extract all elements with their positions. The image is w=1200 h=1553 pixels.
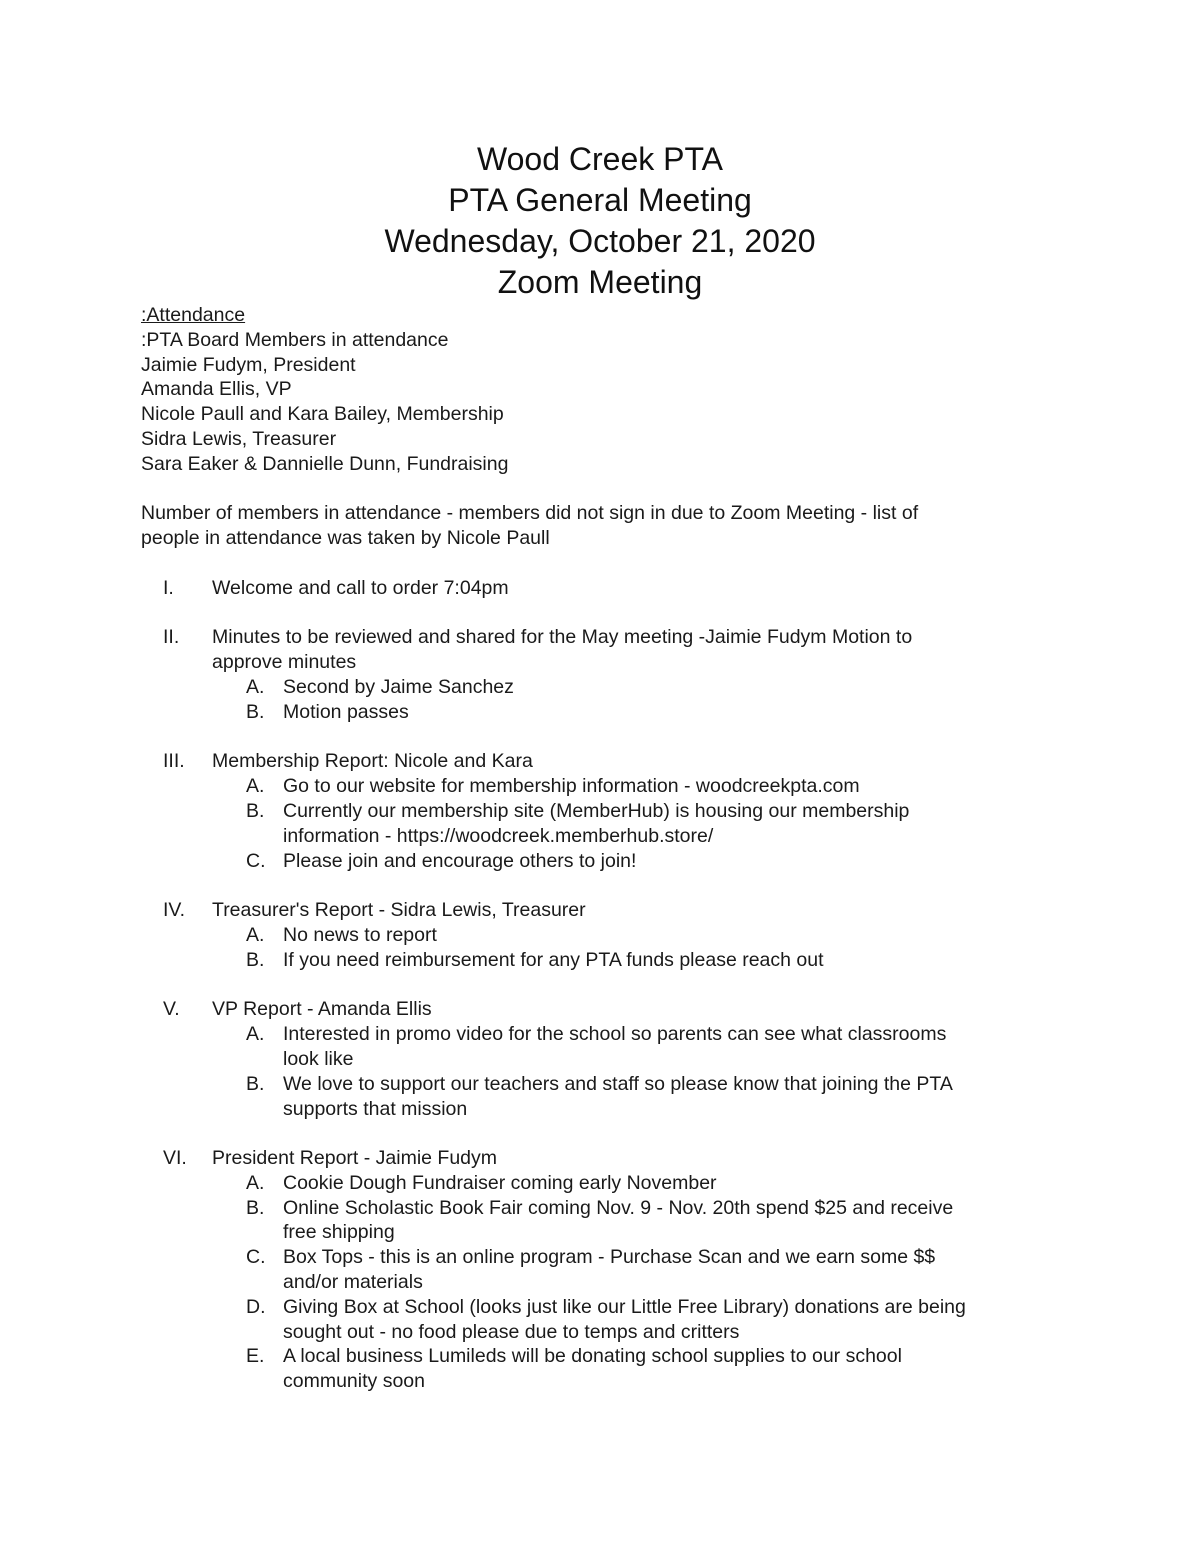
- agenda-subitem: [141, 1196, 1061, 1246]
- document-title: [0, 139, 1200, 303]
- agenda-subitem: [141, 923, 1061, 948]
- agenda-text: Welcome and call to order 7:04pm: [212, 576, 509, 599]
- board-members-label: :PTA Board Members in attendance: [141, 328, 449, 351]
- subitem-text: free shipping: [283, 1221, 395, 1244]
- agenda-subitem: [141, 700, 1061, 725]
- subitem-text: Box Tops - this is an online program - Purchase Scan and we earn some $$: [283, 1246, 936, 1269]
- agenda-subitem: [141, 799, 1061, 849]
- attendance-note: Number of members in attendance - members did not sign in due to Zoom Meeting - list of: [141, 502, 919, 525]
- subitem-text: Currently our membership site (MemberHub) is housing our membership: [283, 799, 910, 822]
- agenda-text: Membership Report: Nicole and Kara: [212, 750, 533, 773]
- subitem-letter: E.: [246, 1345, 265, 1368]
- attendance-note: people in attendance was taken by Nicole Paull: [141, 527, 550, 550]
- agenda-subitem: [141, 1344, 1061, 1394]
- subitem-letter: A.: [246, 1171, 265, 1194]
- subitem-text: and/or materials: [283, 1271, 423, 1294]
- subitem-letter: C.: [246, 849, 266, 872]
- subitem-text: If you need reimbursement for any PTA funds please reach out: [283, 948, 824, 971]
- subitem-text: No news to report: [283, 923, 437, 946]
- subitem-text: Go to our website for membership information - woodcreekpta.com: [283, 775, 860, 798]
- subitem-letter: B.: [246, 948, 265, 971]
- agenda-subitem: [141, 1171, 1061, 1196]
- subitem-text: information - https://woodcreek.memberhub.store/: [283, 824, 714, 847]
- agenda-number: VI.: [163, 1147, 187, 1170]
- spacer: [141, 1121, 1061, 1146]
- subitem-text: supports that mission: [283, 1097, 468, 1120]
- agenda-subitem: [141, 1245, 1061, 1295]
- subitem-letter: A.: [246, 675, 265, 698]
- agenda-item: [141, 898, 1061, 923]
- agenda-subitem: [141, 849, 1061, 874]
- agenda-item: [141, 749, 1061, 774]
- agenda-text: Minutes to be reviewed and shared for the May meeting -Jaimie Fudym Motion to: [212, 626, 913, 649]
- agenda-number: III.: [163, 750, 185, 773]
- agenda-number: IV.: [163, 899, 186, 922]
- agenda-text: VP Report - Amanda Ellis: [212, 998, 432, 1021]
- subitem-text: Cookie Dough Fundraiser coming early November: [283, 1171, 717, 1194]
- agenda-item: [141, 576, 1061, 601]
- agenda-item: [141, 625, 1061, 675]
- attendee-line: Amanda Ellis, VP: [141, 378, 292, 401]
- title-date: Wednesday, October 21, 2020: [384, 223, 816, 259]
- subitem-letter: D.: [246, 1295, 266, 1318]
- subitem-text: Interested in promo video for the school so parents can see what classrooms: [283, 1023, 947, 1046]
- agenda-item: [141, 1146, 1061, 1171]
- subitem-letter: B.: [246, 700, 265, 723]
- subitem-text: Motion passes: [283, 700, 409, 723]
- spacer: [141, 725, 1061, 750]
- spacer: [141, 601, 1061, 626]
- agenda-subitem: [141, 948, 1061, 973]
- agenda-subitem: [141, 1072, 1061, 1122]
- subitem-letter: A.: [246, 775, 265, 798]
- subitem-letter: B.: [246, 1196, 265, 1219]
- attendee-line: Jaimie Fudym, President: [141, 353, 356, 376]
- title-organization: Wood Creek PTA: [476, 141, 723, 177]
- agenda-subitem: [141, 675, 1061, 700]
- minutes-body: [141, 303, 1061, 1394]
- subitem-letter: B.: [246, 1072, 265, 1095]
- subitem-text: Giving Box at School (looks just like our Little Free Library) donations are being: [283, 1295, 966, 1318]
- subitem-text: look like: [283, 1047, 354, 1070]
- agenda-text: approve minutes: [212, 651, 357, 674]
- subitem-text: Please join and encourage others to join!: [283, 849, 637, 872]
- attendee-line: Sara Eaker & Dannielle Dunn, Fundraising: [141, 452, 509, 475]
- spacer: [141, 551, 1061, 576]
- spacer: [141, 873, 1061, 898]
- agenda-text: Treasurer's Report - Sidra Lewis, Treasurer: [212, 899, 586, 922]
- agenda-text: President Report - Jaimie Fudym: [212, 1147, 498, 1170]
- spacer: [141, 477, 1061, 502]
- subitem-text: sought out - no food please due to temps and critters: [283, 1320, 740, 1343]
- agenda-number: V.: [163, 998, 180, 1021]
- agenda-subitem: [141, 1295, 1061, 1345]
- subitem-text: We love to support our teachers and staff so please know that joining the PTA: [283, 1072, 953, 1095]
- agenda-item: [141, 997, 1061, 1022]
- subitem-text: community soon: [283, 1370, 425, 1393]
- subitem-letter: A.: [246, 1023, 265, 1046]
- attendance-heading: :Attendance: [141, 304, 246, 326]
- attendee-line: Nicole Paull and Kara Bailey, Membership: [141, 403, 504, 426]
- agenda-subitem: [141, 1022, 1061, 1072]
- subitem-letter: A.: [246, 923, 265, 946]
- agenda-subitem: [141, 774, 1061, 799]
- attendee-line: Sidra Lewis, Treasurer: [141, 427, 337, 450]
- subitem-letter: C.: [246, 1246, 266, 1269]
- subitem-letter: B.: [246, 799, 265, 822]
- agenda-number: II.: [163, 626, 180, 649]
- title-meeting-type: PTA General Meeting: [448, 182, 752, 218]
- subitem-text: Online Scholastic Book Fair coming Nov. 9 - Nov. 20th spend $25 and receive: [283, 1196, 954, 1219]
- title-venue: Zoom Meeting: [497, 264, 703, 300]
- subitem-text: A local business Lumileds will be donating school supplies to our school: [283, 1345, 902, 1368]
- subitem-text: Second by Jaime Sanchez: [283, 675, 514, 698]
- agenda-number: I.: [163, 576, 174, 599]
- spacer: [141, 973, 1061, 998]
